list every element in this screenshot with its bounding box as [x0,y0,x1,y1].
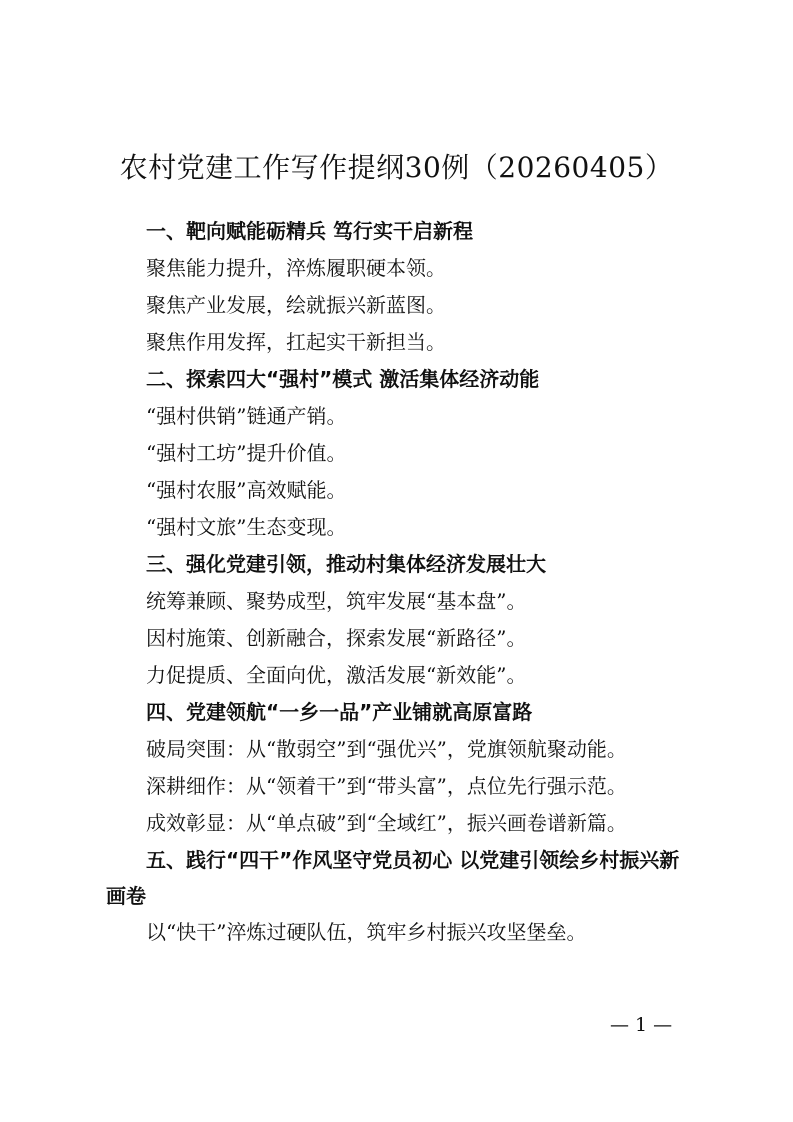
section-4-item: 成效彰显：从“单点破”到“全域红”，振兴画卷谱新篇。 [146,811,627,835]
section-heading-3: 三、强化党建引领，推动村集体经济发展壮大 [146,552,546,576]
section-2-item: “强村工坊”提升价值。 [146,441,347,465]
section-heading-5: 五、践行“四干”作风坚守党员初心 以党建引领绘乡村振兴新画卷 [106,848,680,908]
section-2-item: “强村农服”高效赋能。 [146,478,347,502]
section-1-item: 聚焦作用发挥，扛起实干新担当。 [146,330,446,354]
section-1-item: 聚焦能力提升，淬炼履职硬本领。 [146,256,446,280]
section-3-item: 力促提质、全面向优，激活发展“新效能”。 [146,663,527,687]
section-3-item: 统筹兼顾、聚势成型，筑牢发展“基本盘”。 [146,589,527,613]
page-number: — 1 — [610,1014,673,1036]
section-4-item: 深耕细作：从“领着干”到“带头富”，点位先行强示范。 [146,774,627,798]
section-2-item: “强村文旅”生态变现。 [146,515,347,539]
section-2-item: “强村供销”链通产销。 [146,404,347,428]
document-body [106,213,698,951]
section-4-item: 破局突围：从“散弱空”到“强优兴”，党旗领航聚动能。 [146,737,627,761]
section-heading-1: 一、靶向赋能砺精兵 笃行实干启新程 [146,219,473,243]
section-5-item: 以“快干”淬炼过硬队伍，筑牢乡村振兴攻坚堡垒。 [146,920,587,944]
section-3-item: 因村施策、创新融合，探索发展“新路径”。 [146,626,527,650]
section-heading-4: 四、党建领航“一乡一品”产业铺就高原富路 [146,700,533,724]
section-1-item: 聚焦产业发展，绘就振兴新蓝图。 [146,293,446,317]
document-title: 农村党建工作写作提纲30例（20260405） [119,151,674,184]
section-heading-2: 二、探索四大“强村”模式 激活集体经济动能 [146,367,540,391]
